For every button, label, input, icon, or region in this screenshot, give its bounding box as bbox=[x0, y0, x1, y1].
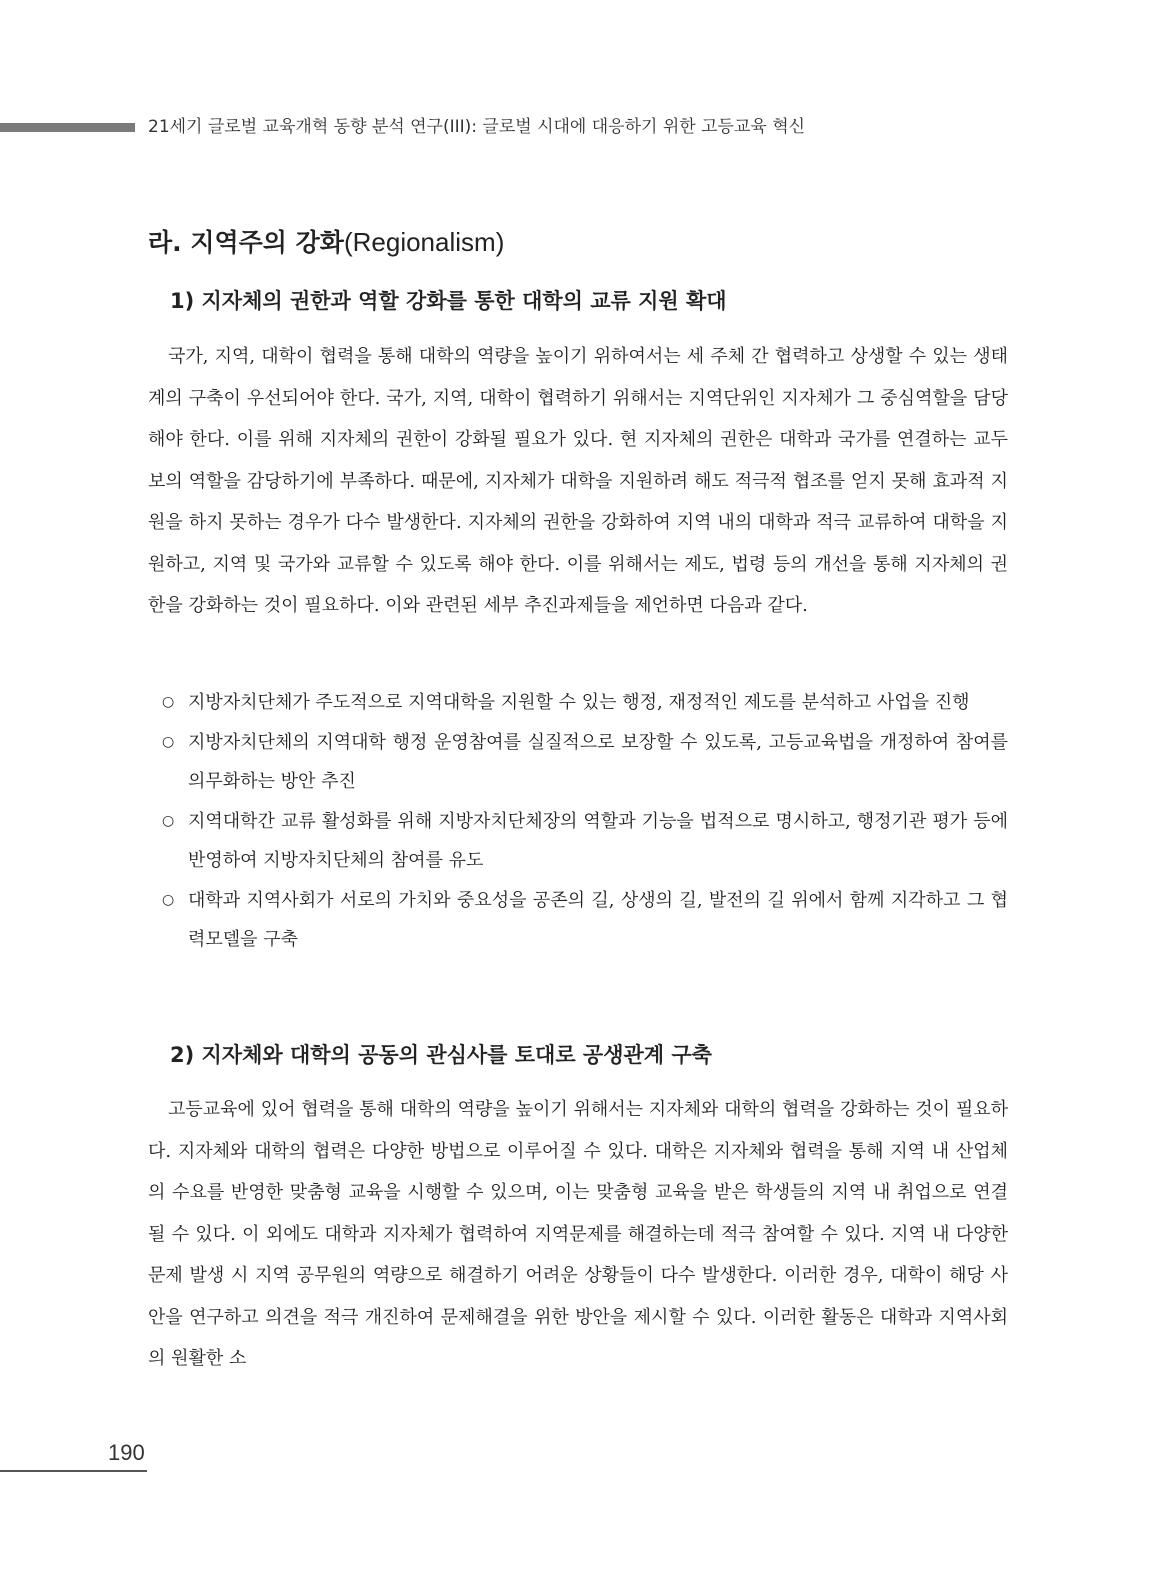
bullet-icon: ○ bbox=[162, 734, 175, 750]
bullet-text: 지방자치단체가 주도적으로 지역대학을 지원할 수 있는 행정, 재정적인 제도를 분석하고 사업을 진행 bbox=[188, 692, 970, 713]
footer-rule bbox=[0, 1470, 147, 1472]
running-header: 21세기 글로벌 교육개혁 동향 분석 연구(III): 글로벌 시대에 대응하기 위한 고등교육 혁신 bbox=[148, 117, 806, 137]
page-number: 190 bbox=[108, 1440, 145, 1465]
bullet-list bbox=[162, 683, 1008, 960]
list-item bbox=[162, 881, 1008, 959]
body-paragraph-2: 고등교육에 있어 협력을 통해 대학의 역량을 높이기 위해서는 지자체와 대학의 협력을 강화하는 것이 필요하다. 지자체와 대학의 협력은 다양한 방법으로 이루어질 수 있다. 대학은 지자체와 협력을 통해 지역 내 산업체의 수요를 반영한 맞춤형 교육을 시행할 수 있으며, 이는 맞춤형 교육을 받은 학생들의 지역 내 취업으로 연결될 수 있다. 이 외에도 대학과 지자체가 협력하여 지역문제를 해결하는데 적극 참여할 수 있다. 지역 내 다양한 문제 발생 시 지역 공무원의 역량으로 해결하기 어려운 상황들이 다수 발생한다. 이러한 경우, 대학이 해당 사안을 연구하고 의견을 적극 개진하여 문제해결을 위한 방안을 제시할 수 있다. 이러한 활동은 대학과 지역사회의 원활한 소 bbox=[148, 1099, 1008, 1369]
bullet-text: 대학과 지역사회가 서로의 가치와 중요성을 공존의 길, 상생의 길, 발전의 길 위에서 함께 지각하고 그 협력모델을 구축 bbox=[188, 890, 1008, 950]
list-item bbox=[162, 723, 1008, 801]
bullet-icon: ○ bbox=[162, 813, 175, 829]
subsection-title-2: 2) 지자체와 대학의 공동의 관심사를 토대로 공생관계 구축 bbox=[170, 1043, 712, 1067]
bullet-icon: ○ bbox=[162, 892, 175, 908]
bullet-icon: ○ bbox=[162, 694, 175, 710]
bullet-text: 지방자치단체의 지역대학 행정 운영참여를 실질적으로 보장할 수 있도록, 고등교육법을 개정하여 참여를 의무화하는 방안 추진 bbox=[188, 732, 1008, 792]
subsection-title-1: 1) 지자체의 권한과 역할 강화를 통한 대학의 교류 지원 확대 bbox=[170, 289, 727, 313]
section-title-latin: (Regionalism) bbox=[343, 227, 505, 257]
body-paragraph-1: 국가, 지역, 대학이 협력을 통해 대학의 역량을 높이기 위하여서는 세 주체 간 협력하고 상생할 수 있는 생태계의 구축이 우선되어야 한다. 국가, 지역, 대학이 협력하기 위해서는 지역단위인 지자체가 그 중심역할을 담당해야 한다. 이를 위해 지자체의 권한이 강화될 필요가 있다. 현 지자체의 권한은 대학과 국가를 연결하는 교두보의 역할을 감당하기에 부족하다. 때문에, 지자체가 대학을 지원하려 해도 적극적 협조를 얻지 못해 효과적 지원을 하지 못하는 경우가 다수 발생한다. 지자체의 권한을 강화하여 지역 내의 대학과 적극 교류하여 대학을 지원하고, 지역 및 국가와 교류할 수 있도록 해야 한다. 이를 위해서는 제도, 법령 등의 개선을 통해 지자체의 권한을 강화하는 것이 필요하다. 이와 관련된 세부 추진과제들을 제언하면 다음과 같다. bbox=[148, 346, 1008, 616]
list-item bbox=[162, 802, 1008, 880]
list-item bbox=[162, 683, 1008, 722]
header-rule bbox=[0, 123, 135, 132]
section-title-korean: 라. 지역주의 강화 bbox=[148, 228, 344, 257]
bullet-text: 지역대학간 교류 활성화를 위해 지방자치단체장의 역할과 기능을 법적으로 명시하고, 행정기관 평가 등에 반영하여 지방자치단체의 참여를 유도 bbox=[188, 811, 1008, 871]
section-title bbox=[148, 226, 504, 259]
